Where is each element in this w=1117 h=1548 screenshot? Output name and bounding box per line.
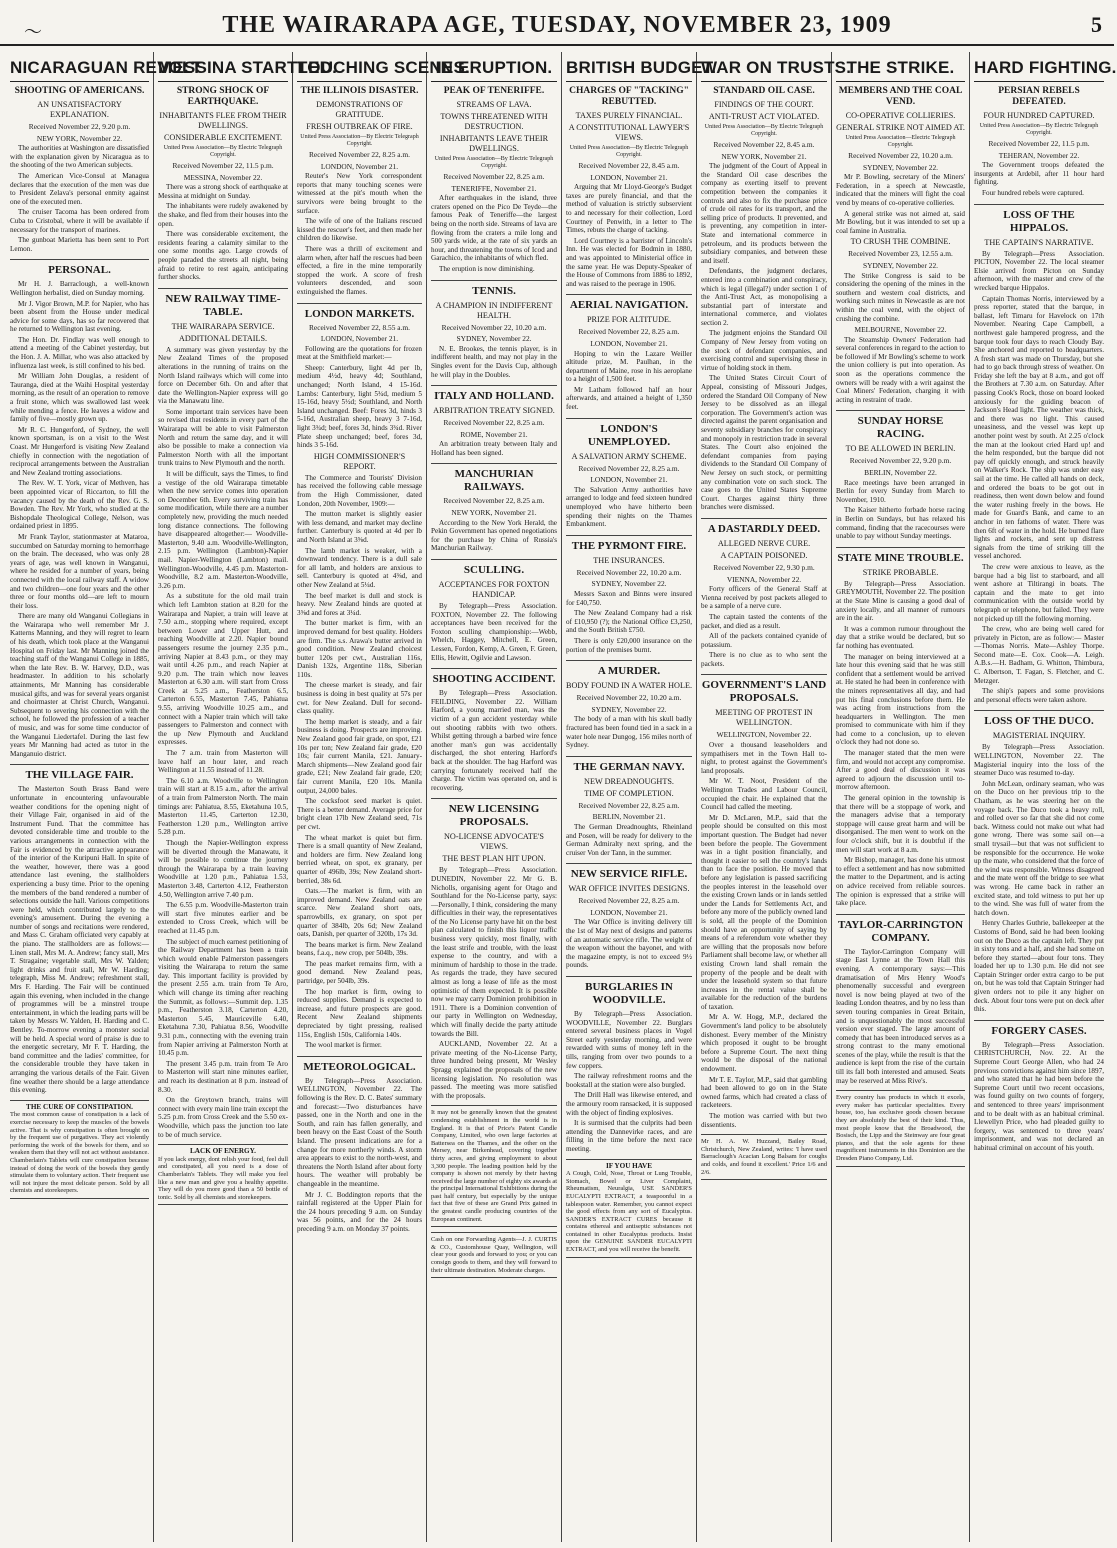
dateline: Received November 22, 9.30 p.m. xyxy=(713,562,815,572)
advertisement xyxy=(566,1159,692,1258)
article-paragraph: By Telegraph—Press Association. GREYMOUTH, November 22. The position at the State Mine is causing a good deal of anxiety locally, and all manner of rumours are in the air. xyxy=(836,579,965,623)
dateline: Received November 22, 8.25 a.m. xyxy=(578,896,680,906)
column-6 xyxy=(697,52,852,1542)
dateline: Received November 23, 12.55 a.m. xyxy=(848,249,953,259)
dateline: TENERIFFE, November 21. xyxy=(451,183,537,193)
dateline: WELLINGTON, November 22. xyxy=(716,730,812,740)
subheading: A CAPTAIN POISONED. xyxy=(720,550,808,560)
dateline: VIENNA, November 22. xyxy=(726,574,802,584)
dateline: Received November 22, 10.20 a.m. xyxy=(576,567,682,577)
article-paragraph: The 7 a.m. train from Masterton will leave half an hour later, and reach Wellington at 11.55 instead of 11.28. xyxy=(158,749,288,775)
dateline: Received November 22, 8.25 a.m. xyxy=(309,150,410,159)
wire-credit: United Press Association—Electric Telegraph Copyright. xyxy=(845,135,956,148)
article-paragraph: The butter market is firm, with an improved demand for best quality. Holders are firm. The s.s. Arawa's butter arrived in good condition. New Zealand choicest butter 120s per cwt., Australian 116s, Danish 132s, Argentine 118s, Siberian 110s. xyxy=(297,619,422,679)
page-number: 5 xyxy=(1091,12,1102,37)
article-paragraph: The general opinion in the township is that there will be a stoppage of work, and the managers advise that a temporary stoppage will cause great harm and will be disorganised. The men went to work on the four o'clock shift, but it is doubtful if the men will start work at 8 a.m. xyxy=(836,794,965,854)
article-paragraph: N. E. Brookes, the tennis player, is in indifferent health, and may not play in the Singles event for the Davis Cup, although he will play in the Doubles. xyxy=(431,344,557,379)
article-paragraph: Sheep: Canterbury, light 4d per lb, medium 4½d, heavy 4d; Southland, unchanged; North Island, 4 15-16d. Lambs: Canterbury, light 5¾d, medium 5 15-16d, heavy 5½d; Southland, and North Island unchanged. Beef: Fores 3d, hinds 3 5-16d, Australian sheep, heavy 3 7-16d, light 3¾d; beef, fores 3d, hinds 3¾d. River Plate sheep unchanged; beef, fores 3d, hinds 3 5-16d. xyxy=(297,363,422,450)
wire-credit: United Press Association—By Electric Telegraph Copyright. xyxy=(300,134,419,147)
column-8 xyxy=(970,52,1117,1542)
article-paragraph: Mr A. W. Hogg, M.P., declared the Government's land policy to be absolutely dishonest. Every member of the Ministry which proposed it ought to be brought before a Supreme Court. The next thing would be the disposal of the national endowment. xyxy=(701,1013,827,1074)
article-paragraph: Over a thousand leaseholders and sympathisers met in the Town Hall to-night, to protest against the Government's land proposals. xyxy=(701,741,827,775)
wire-credit: United Press Association—By Electric Telegraph Copyright. xyxy=(704,124,824,137)
dateline: LONDON, November 21. xyxy=(590,172,668,182)
advertisement-text: Cash on one Forwarding Agents—J. J. CURTIS & CO., Customhouse Quay, Wellington, will clear your goods and forward to you; or you can consign goods to them, and they will forward to their ultimate destination. Moderate charges. xyxy=(431,1236,557,1274)
article-paragraph: After earthquakes in the island, three craters opened on the Pico De Teyde—the famous Peak of Teneriffe—the largest being on the north side. Streams of lava are flowing from the craters a mile long and 500 yards wide, at the rate of six yards an hour, and threatening the towns of Icod and Garachico, the inhabitants of which fled. xyxy=(431,194,557,263)
dateline: BERLIN, November 22. xyxy=(864,468,937,478)
subheading: AN UNSATISFACTORY EXPLANATION. xyxy=(37,100,122,119)
section-heading: LOSS OF THE HIPPALOS. xyxy=(974,204,1104,235)
article-paragraph: The wife of one of the Italians rescued kissed the rescuer's feet, and then made her children do likewise. xyxy=(297,217,422,243)
article-paragraph: The Kaiser hitherto forbade horse racing in Berlin on Sundays, but has relaxed his command, finding that the racecourses were unable to pay without Sunday meetings. xyxy=(836,506,965,541)
article-paragraph: The judgment enjoins the Standard Oil Company of New Jersey from voting on the stock of defendant companies, and exercising control and supervising these in virtue of holding stock in them. xyxy=(701,329,827,372)
article-paragraph: Messrs Saxon and Binns were insured for £40,750. xyxy=(566,590,692,607)
article-paragraph: The wool market is firmer. xyxy=(305,1041,382,1050)
subheading: ADDITIONAL DETAILS. xyxy=(178,333,268,343)
article-paragraph: The eruption is now diminishing. xyxy=(439,264,535,273)
article-paragraph: Mr Frank Taylor, stationmaster at Mataroa, succumbed on Saturday morning to hemorrhage on the brain. The deceased, who was only 28 years of age, was well known in Wanganui, where he resided for a number of years, being connected with the local railway staff. A widow and two children—one four years and the other three or four months old—are left to mourn their loss. xyxy=(10,532,149,610)
section-heading: NEW LICENSING PROPOSALS. xyxy=(431,798,557,829)
dateline: Received November 22, 8.25 a.m. xyxy=(578,463,680,473)
advertisement xyxy=(431,1232,557,1278)
article-paragraph: By Telegraph—Press Association. FOXTON, November 22. The following acceptances have been received for the Foxton sculling championship:—Webb, Whelch, Haggey, Mitchell, E. Green, Lessen, Fordon, Kemp, A. Green, F. Green, Ellis, Hewitt, Ogilvie and Lawson. xyxy=(431,602,557,662)
subheading: TO BE ALLOWED IN BERLIN. xyxy=(845,444,956,454)
article-paragraph: Lord Courtney is a barrister of Lincoln's Inn. He was elected for Bodmin in 1880, and was appointed to Ministerial office in the same year. He was Deputy-Speaker of the House of Commons from 1886 to 1892, and was raised to the peerage in 1906. xyxy=(566,236,692,288)
dateline: Received November 22, 8.25 a.m. xyxy=(578,327,680,337)
newspaper-title: THE WAIRARAPA AGE, TUESDAY, NOVEMBER 23, 1909 xyxy=(222,12,892,38)
article-paragraph: The Rev. W. T. York, vicar of Methven, has been appointed vicar of Riccarton, to fill the vacancy caused by the death of the Rev. G. S. Bowden. The Rev. Mr York, who studied at the Bishopdale Theological College, Nelson, was ordained priest in 1895. xyxy=(10,479,149,531)
article-paragraph: The present 3.45 p.m. train from Te Aro to Masterton will start nine minutes earlier, and reach its destination at 8 p.m. instead of 8.30. xyxy=(158,1059,288,1094)
advertisement-text: Every country has products in which it excels, every maker has particular specialities. Every house, too, has exclusive goods chosen because they are absolutely the best of their kind. Thus, most people know that the Broadwood, the Bosisch, the Lipp and the Steinway are four great pianos, and that the sole agents for these magnificent instruments in this Dominion are the Dresden Piano Company, Ltd. xyxy=(836,1094,965,1162)
advertisement xyxy=(836,1090,965,1166)
headline: TOUCHING SCENES. xyxy=(297,52,422,82)
article-paragraph: The Salvation Army authorities have arranged to lodge and feed sixteen hundred unemployed who have hitherto been spending their nights on the Thames Embankment. xyxy=(566,485,692,529)
subheading: ALLEGED NERVE CURE. xyxy=(717,538,811,548)
dateline: Received November 22, 8.25 a.m. xyxy=(443,418,545,428)
section-heading: TAYLOR-CARRINGTON COMPANY. xyxy=(836,914,965,945)
subheading: TAXES PURELY FINANCIAL. xyxy=(575,111,683,120)
dateline: Received November 22, 10.20 a.m. xyxy=(441,322,547,332)
subheading: MEMBERS AND THE COAL VEND. xyxy=(838,86,963,107)
dateline: LONDON, November 21. xyxy=(590,475,668,485)
subheading: INHABITANTS FLEE FROM THEIR DWELLINGS. xyxy=(159,111,287,130)
article-paragraph: Race meetings have been arranged in Berlin for every Sunday from March to November, 1910. xyxy=(836,478,965,504)
section-heading: LONDON MARKETS. xyxy=(297,303,422,321)
column-3 xyxy=(293,52,470,1542)
article-paragraph: The authorities at Washington are dissatisfied with the explanation given by Nicaragua as to the shooting of the two American subjects. xyxy=(10,144,149,170)
section-heading: METEOROLOGICAL. xyxy=(297,1056,422,1074)
article-paragraph: Hoping to win the Lazare Weiller altitude prize, M. Paulhan, in the department of Maine, rose in his aeroplane to a height of 1,500 feet. xyxy=(566,349,692,384)
article-paragraph: The inhabitants were rudely awakened by the shake, and fled from their houses into the open. xyxy=(158,202,288,228)
article-paragraph: Mr T. E. Taylor, M.P., said that gambling had been allowed to go on in the State owned farms, which had created a class of racketeers. xyxy=(701,1075,827,1110)
subheading: NEW DREADNOUGHTS. xyxy=(584,776,674,786)
article-paragraph: The judgment of the Court of Appeal in the Standard Oil case describes the company as exerting itself to prevent competition between the companies it controls and also to fix the purchase price of crude oil rates for its transport, and the selling price of products. It prevented, and is preventing, any competition in inter-State and international commerce in petroleum, and its products between the subsidiary companies, and between these and itself. xyxy=(701,162,827,265)
subheading: FOUR HUNDRED CAPTURED. xyxy=(983,111,1095,120)
subheading: A CHAMPION IN INDIFFERENT HEALTH. xyxy=(435,300,553,320)
article-paragraph: By Telegraph—Press Association. FEILDING, November 22. William Harford, a young married man, was the victim of a gun accident yesterday while out shooting rabbits with two others. Whilst getting through a barbed wire fence another man's gun was accidentally discharged, the shot entering Harford's back at the shoulder. The hag Harford was carrying fortunately received half the charge. The victim was operated on, and is recovering. xyxy=(431,689,557,792)
section-heading: AERIAL NAVIGATION. xyxy=(566,294,692,312)
article-paragraph: It is surmised that the culprits had been attending the Dannevirke races, and are filling in the time before the next race meeting. xyxy=(566,1119,692,1153)
subheading: MAGISTERIAL INQUIRY. xyxy=(992,731,1086,741)
subheading: MEETING OF PROTEST IN WELLINGTON. xyxy=(715,708,813,728)
advertisement-text: It may not be generally known that the greatest condensing establishment in the world is in England. It is that of Price's Patent Candle Company, Limited, who own large factories at Battersea on the Thames, and the other on the Mersey, near Birkenhead, covering together thirty acres, and giving employment to about 3,300 people. The leading position held by the company is shown not merely by their having received the large number of eighty six awards at the principal International Exhibitions during the past half century, but especially by the unique fact that five of these are Grand Prix gained in the greatest candle producing countries of the European continent. xyxy=(431,1109,557,1223)
subheading: FINDINGS OF THE COURT. xyxy=(714,100,814,109)
column-7 xyxy=(832,52,970,1542)
dateline: Received November 22, 11.5 p.m. xyxy=(988,139,1090,148)
article-paragraph: Mr William John Douglas, a resident of Tauranga, died at the Waihi Hospital yesterday morning, as the result of an operation to remove a fruit stone, which was swallowed last week while mending a fence. He leaves a widow and family of five—mostly grown up. xyxy=(10,372,149,424)
dateline: Received November 22, 9.20 p.m. xyxy=(28,122,131,131)
article-paragraph: The manager on being interviewed at a late hour this evening said that he was still confident that a settlement would be arrived at. He stated he had been in conference with the miners representatives all day, and had put his final conclusions before them. He was acting from instructions from the headquarters in Wellington. The men promised to communicate with him if they had come to a conclusion, up to eleven o'clock they had not done so. xyxy=(836,652,965,747)
article-paragraph: Some important train services have been so revised that residents in every part of the Wairarapa will be able to visit Palmerston North and return the same day, and it will also be possible to make a connection via Palmerston North with all the important trunk trains to New Plymouth and the north. xyxy=(158,407,288,468)
article-paragraph: Mr D. McLaren, M.P., said that the people should be consulted on this most important question. The Budget had never been before the people. The Government was in a tight position financially, and thought it easier to sell the country's lands than to face the position. He moved that before any legislation is passed sacrificing the peoples interest in the leasehold over the existing Crown lands or in lands settled under the Lands for Settlements Act, and before any more of the publicly owned land is sold, all the people of the Dominion should have an opportunity of saying by means of a referendum vote whether they are willing that the proposals now before Parliament shall become law, or whether all existing Crown land shall remain the property of the people and be dealt with under the leasehold system so that future increases in the rental value shall be available for the reduction of the burdens of taxation. xyxy=(701,813,827,1011)
section-heading: GOVERNMENT'S LAND PROPOSALS. xyxy=(701,674,827,705)
article-paragraph: A summary was given yesterday by the New Zealand Times of the proposed alterations in the running of trains on the North Island railways which will come into force on December 6th. On and after that date the Wellington-Napier express will go via the Manawatu line. xyxy=(158,345,288,406)
masthead xyxy=(0,0,1114,46)
article-paragraph: There was considerable excitement, the residents fearing a calamity similar to the one some months ago. Large crowds of people paraded the streets all night, being afraid to retire to rest again, anticipating further shocks. xyxy=(158,230,288,282)
dateline: Received November 22, 8.25 a.m. xyxy=(443,496,545,506)
wire-credit: United Press Association—By Electric Telegraph Copyright. xyxy=(434,156,554,169)
article-paragraph: A general strike was not aimed at, said Mr Bowling, but it was intended to set up a coal famine in Australia. xyxy=(836,209,965,235)
column-2 xyxy=(154,52,338,1542)
subheading: STREAMS OF LAVA. xyxy=(456,100,532,109)
article-paragraph: The Government troops defeated the insurgents at Ardebil, after 11 hour hard fighting. xyxy=(974,161,1104,187)
dateline: LONDON, November 21. xyxy=(590,907,668,917)
article-paragraph: The crew were anxious to leave, as the barque had a big list to starboard, and all went ashore at Tiltirangi in boats. The captain and the mate to get into communication with the outside world by telegraph or telephone, but failed. They were not picked up till the following morning. xyxy=(974,562,1104,623)
dateline: Received November 22, 8.25 a.m. xyxy=(578,800,680,810)
dateline: SYDNEY, November 22. xyxy=(863,260,938,270)
subheading: CONSIDERABLE EXCITEMENT. xyxy=(163,133,283,142)
article-paragraph: Mr W. T. Noot, President of the Wellington Trades and Labour Council, occupied the chair. He explained that the Council had called the meeting. xyxy=(701,777,827,812)
article-paragraph: The mutton market is slightly easier with less demand, and market may decline further. Canterbury is quoted at 4d per lb and North Island at 3⅝d. xyxy=(297,510,422,544)
article-paragraph: The Hon. Dr. Findlay was well enough to attend a meeting of the Cabinet yesterday, but the Hon. J. A. Millar, who was also attacked by influenza last week, is still confined to his bed. xyxy=(10,335,149,370)
subheading: INHABITANTS LEAVE THEIR DWELLINGS. xyxy=(439,134,549,153)
margin-mark: 〜 xyxy=(24,22,42,42)
subheading: ANTI-TRUST ACT VIOLATED. xyxy=(708,112,820,121)
section-heading: THE VILLAGE FAIR. xyxy=(10,764,149,782)
article-paragraph: The crew, who are being well cared for privately in Picton, are as follow:— Master—Thomas Norris. Mate—Ashley Thorpe. Second mate—E. Cox. Cook—A. Leigh. A.B.s.—H. Badham, G. Whitton, Thimbura, C. Albertson, T. Fagan, S. Fletcher, and C. Metzger. xyxy=(974,625,1104,685)
article-paragraph: The subject of much earnest petitioning of the Railway Department has been a train which would enable Palmerston passengers visiting the Wairarapa to return the same day. This important facility is provided by the present 2.55 a.m. train from Te Aro, which will change its timing after reaching the Summit, as follows:—Summit dep. 1.35 p.m., Featherston 3.18, Carterton 4.20, Masterton 5.45, Mauriceville 6.40, Eketahuna 7.30, Pahiatua 8.56, Woodville 9.31 p.m., connecting with the evening train from Napier arriving at Palmerston North at 10.45 p.m. xyxy=(158,937,288,1058)
advertisement-heading: THE CURE OF CONSTIPATION. xyxy=(26,1102,133,1111)
wire-credit: United Press Association—By Electric Telegraph Copyright. xyxy=(569,145,689,158)
dateline: BERLIN, November 21. xyxy=(592,812,666,822)
article-paragraph: By Telegraph—Press Association. WOODVILLE, November 22. Burglars entered several business places in Vogel Street early yesterday morning, and were rewarded with sums of money left in the tills, ranging from over two pounds to a few coppers. xyxy=(566,1010,692,1070)
headline: IN ERUPTION. xyxy=(431,52,557,82)
article-paragraph: There is only £20,000 insurance on the portion of the premises burnt. xyxy=(566,636,692,654)
subheading: CO-OPERATIVE COLLIERIES. xyxy=(845,111,956,120)
article-paragraph: The gunboat Marietta has been sent to Port Lemon. xyxy=(10,236,149,253)
article-paragraph: The body of a man with his skull badly fractured has been found tied in a sack in a water hole near Dungog, 156 miles north of Sydney. xyxy=(566,715,692,750)
dateline: LONDON, November 21. xyxy=(590,338,668,348)
article-paragraph: By Telegraph—Press Association. CHRISTCHURCH, Nov. 22. At the Supreme Court George Allen, who had 24 previous convictions against him since 1897, and who stated that he had been before the Supreme Court until two recent occasions, was found guilty on two counts of forgery, and sentenced to three years' imprisonment and to be dealt with as an habitual criminal. Llewellyn Price, who had pleaded guilty to forgery, was sentenced to three years' imprisonment, and was not declared an habitual criminal on account of his youth. xyxy=(974,1040,1104,1152)
headline: NICARAGUAN REVOLT xyxy=(10,52,149,82)
article-paragraph: The 6.55 p.m. Woodville-Masterton train will start five minutes earlier and be extended to Cross Creek, which will be reached at 11.45 p.m. xyxy=(158,901,288,935)
dateline: NEW YORK, November 21. xyxy=(721,151,807,161)
article-paragraph: By Telegraph—Press Association. DUNEDIN, November 22. Mr G. B. Nicholls, organising agent for Otago and Southland for the No-License party, says:—Personally, I think, considering the many difficulties in their way, the representatives of the No License party have hit on the best plan calculated to finish this liquor traffic business very quickly, most finally, with the least strife and trouble, with the least expense to the country, and with a minimum of hardship to those in the trade. As regards the trade, they have secured almost as long a lease of life as the most optimistic of them expected. It is possible now we may carry Dominion prohibition in 1911. There is a Dominion convention of our party in Wellington on Wednesday, which will finally decide the party attitude towards the Bill. xyxy=(431,866,557,1038)
subheading: TO CRUSH THE COMBINE. xyxy=(850,237,951,247)
headline: THE STRIKE. xyxy=(836,52,965,82)
subheading: TOWNS THREATENED WITH DESTRUCTION. xyxy=(440,112,548,131)
subheading: STRONG SHOCK OF EARTHQUAKE. xyxy=(176,86,270,107)
article-paragraph: The captain tasted the contents of the packet, and died as a result. xyxy=(701,612,827,630)
article-paragraph: Reuter's New York correspondent reports that many touching scenes were witnessed at the pit's mouth when the survivors were being brought to the surface. xyxy=(297,172,422,215)
article-paragraph: Mr Latham followed half an hour afterwards, and attained a height of 1,350 feet. xyxy=(566,385,692,412)
article-paragraph: There are many old Wanganui Collegians in the Wairarapa who well remember Mr J. Katterns Manning, and they will regret to learn of his death, which took place at the Wanganui Hospital on Friday last. Mr Manning joined the teaching staff of the Wanganui College in 1885, when the late Rev. B. W. Harvey, D.D., was headmaster. In addition to his scholarly attainments, Mr Manning has considerable musical gifts, and was for several years organist and choirmaster at Christ Church, Wanganui. Subsequent to severing his connection with the school, he followed the profession of a teacher of music, and was for some time conductor of the Wanganui Liedertafel. During the last few years Mr Manning had acted as tutor in the Manganuio district. xyxy=(10,612,149,758)
article-paragraph: Mr J. C. Boddington reports that the rainfall registered at the Upper Plain for the 24 hours preceding 9 a.m. on Sunday was 56 points, and for the 24 hours preceding 9 a.m. on Monday 37 points. xyxy=(297,1190,422,1233)
advertisement xyxy=(158,1144,288,1205)
subheading: BODY FOUND IN A WATER HOLE. xyxy=(566,681,692,691)
article-paragraph: Henry Charles Guthrie, ballekeeper at the Customs of Bond, said he had been looking out on the Duco as the captain left. They put in sixty tons and a half, and she had some on before they started—about four tons. They loaded her up to 1.30 p.m. He did not see Captain Stringer order extra cargo to be put on, but he was told that Captain Stringer had given orders not to pile it any higher on deck. About four tons were put on deck after this. xyxy=(974,919,1104,1014)
subheading: PERSIAN REBELS DEFEATED. xyxy=(998,86,1080,107)
section-heading: ITALY AND HOLLAND. xyxy=(431,385,557,403)
article-paragraph: Defendants, the judgment declares, entered into a combination and conspiracy, which is legal (illegal?) under section 1 of the Anti-Trust Act, as monopolising a substantial part of interstate and international commerce, and violates section 2. xyxy=(701,267,827,327)
article-paragraph: Arguing that Mr Lloyd-George's Budget taxes are purely financial, and that the method of valuation is strictly subservient to and necessary for their collection, Lord Courtney of Penwith, in a letter to The Times, rebuts the charge of tacking. xyxy=(566,183,692,235)
article-paragraph: It was a common rumour throughout the day that a strike would be declared, but so far nothing has eventuated. xyxy=(836,624,965,650)
subheading: NO-LICENSE ADVOCATE'S VIEWS. xyxy=(444,832,544,852)
article-paragraph: An arbitration treaty between Italy and Holland has been signed. xyxy=(431,440,557,457)
subheading: SHOOTING OF AMERICANS. xyxy=(14,86,145,96)
article-paragraph: The wheat market is quiet but firm. There is a small quantity of New Zealand, and holders are firm. New Zealand long berried wheat, on spot, ex granary, per quarter of 496lb, 39s; New Zealand short-berried, 38s 6d. xyxy=(297,833,422,885)
section-heading: A MURDER. xyxy=(566,660,692,678)
subheading: WAR OFFICE INVITES DESIGNS. xyxy=(568,884,690,894)
subheading: THE ILLINOIS DISASTER. xyxy=(300,86,419,96)
article-paragraph: The manager stated that the men were firm, and would not accept any compromise. After a good deal of discussion it was agreed to adjourn the discussion until to-morrow afternoon. xyxy=(836,749,965,792)
dateline: SYDNEY, November 22. xyxy=(863,162,938,172)
article-paragraph: The cocksfoot seed market is quiet. There is a better demand. Average price for bright clean 17lb New Zealand seed, 71s per cwt. xyxy=(297,797,422,831)
article-paragraph: It will be difficult, says the Times, to find a vestige of the old Wairarapa timetable when the new service comes into operation on December 6th. Every surviving train has some modification, while there are a number completely new, providing the much needed long distance connections. The following have disappeared altogether:— Woodville-Masterton, 9.40 a.m. Woodville-Wellington, 2.15 p.m. Wellington (Lambton)-Napier mail. Napier-Wellington (Lambton) mail. Wellington-Woodville, 4.45 p.m. Masterton-Woodville, 8.2 a.m. Masterton-Woodville, 3.26 p.m. xyxy=(158,470,288,590)
subheading: A CONSTITUTIONAL LAWYER'S VIEWS. xyxy=(568,123,690,142)
article-paragraph: The beef market is dull and stock is heavy. New Zealand hinds are quoted at 3⅝d and fores at 3¼d. xyxy=(297,591,422,617)
column-1 xyxy=(6,52,202,1542)
article-paragraph: The Commerce and Tourists' Division has received the following cable message from the High Commissioner, dated London, 20th November, 1909:— xyxy=(297,473,422,508)
dateline: TEHERAN, November 22. xyxy=(998,150,1080,160)
column-5 xyxy=(562,52,717,1542)
subheading: A SALVATION ARMY SCHEME. xyxy=(571,451,687,461)
dateline: LONDON, November 21. xyxy=(320,161,399,171)
section-heading: PERSONAL. xyxy=(10,259,149,277)
section-heading: MANCHURIAN RAILWAYS. xyxy=(431,463,557,494)
headline: MESSINA STARTLED. xyxy=(158,52,288,82)
dateline: SYDNEY, November 22. xyxy=(456,334,532,344)
section-heading: LONDON'S UNEMPLOYED. xyxy=(566,418,692,449)
section-heading: NEW SERVICE RIFLE. xyxy=(566,863,692,881)
subheading: HIGH COMMISSIONER'S REPORT. xyxy=(313,451,406,471)
dateline: Received November 22, 8.55 a.m. xyxy=(309,322,410,332)
subheading: DEMONSTRATIONS OF GRATITUDE. xyxy=(316,100,403,119)
article-paragraph: The cheese market is steady, and fair business is doing in best quality at 57s per cwt. for New Zealand. Dull for second-class quality. xyxy=(297,681,422,716)
article-paragraph: As a substitute for the old mail train which left Lambton station at 8.20 for the Wairarapa and Napier, a train will leave at 7.50 a.m., stopping where required, except between Lower and Upper Hutt, and reaching Woodville at 2.20. Napier bound passengers resume the journey 2.35 p.m., arriving Napier at 8.43 p.m., or they may wait until 4.26 p.m., and reach Napier at 9.20 p.m. The train which now leaves Masterton at 6.30 a.m. will start from Cross Creek at 5.25 a.m., Featherston 6.5, Carterton 6.55, Masterton 7.45, Pahiatua 9.55, arriving Woodville 10.25 a.m., and connect with a Napier train which will take passengers to Palmerston and connect with the up New Plymouth and Auckland expresses. xyxy=(158,592,288,747)
dateline: Received November 22, 10.20 a.m. xyxy=(576,693,682,703)
article-paragraph: The American Vice-Consul at Managua declares that the execution of the men was due to President Zelava's personal enmity against one of the executed men. xyxy=(10,171,149,206)
subheading: STANDARD OIL CASE. xyxy=(713,86,815,96)
subheading: TIME OF COMPLETION. xyxy=(584,788,674,798)
article-paragraph: The beans market is firm. New Zealand beans, f.a.q., new crop, per 504lb, 39s. xyxy=(297,940,422,958)
section-heading: NEW RAILWAY TIME-TABLE. xyxy=(158,288,288,319)
dateline: Received November 22, 8.25 a.m. xyxy=(443,172,545,181)
section-heading: SCULLING. xyxy=(431,559,557,577)
subheading: ARBITRATION TREATY SIGNED. xyxy=(433,406,555,416)
subheading: PEAK OF TENERIFFE. xyxy=(443,86,545,96)
article-paragraph: The hop market is firm, owing to reduced supplies. Demand is expected to increase, and future prospects are good. Recent New Zealand shipments depreciated by tight pressing, realised 115s, English 150s, California 140s. xyxy=(297,987,422,1039)
subheading: THE CAPTAIN'S NARRATIVE. xyxy=(984,237,1094,247)
subheading: STRIKE PROBABLE. xyxy=(862,567,939,577)
article-paragraph: All of the packets contained cyanide of potassium. xyxy=(701,632,827,649)
subheading: CHARGES OF "TACKING" REBUTTED. xyxy=(569,86,689,107)
dateline: Received November 22, 10.20 a.m. xyxy=(848,151,953,160)
article-paragraph: The United States Circuit Court of Appeal, consisting of Missouri Judges, ordered the Standard Oil Company of New Jersey to be dissolved as an illegal corporation. The Government's action was directed against the parent organisation and seventy subsidiary branches for conspiracy and monopoly in restriction trade in several States. The Court also enjoined the defendant companies from paying dividends to the Standard Oil Company of New Jersey on such stock, or permitting any combination vote on such stock. The case goes to the United States Supreme Court. Charges against thirty three branches were dismissed. xyxy=(701,374,827,512)
dateline: NEW YORK, November 21. xyxy=(451,508,537,518)
advertisement xyxy=(10,1100,149,1199)
advertisement-text: If you lack energy, dont relish your food, feel dull and constipated, all you need is a dose of Chamberlain's Tablets. They will make you feel like a new man and give you a healthy appetite. They will do you more good than a 50 bottle of tonic. Sold by all chemists and storekeepers. xyxy=(158,1155,288,1201)
headline: HARD FIGHTING. xyxy=(974,52,1104,82)
section-heading: SUNDAY HORSE RACING. xyxy=(836,410,965,441)
article-paragraph: There was a strong shock of earthquake at Messina at midnight on Sunday. xyxy=(158,183,288,200)
article-paragraph: The railway refreshment rooms and the bookstall at the station were also burgled. xyxy=(566,1072,692,1089)
article-paragraph: The ship's papers and some provisions and personal effects were taken ashore. xyxy=(974,687,1104,704)
dateline: ROME, November 21. xyxy=(460,429,528,439)
article-paragraph: The lamb market is weaker, with a downward tendency. There is a dull sale for all lamb, and holders are anxious to sell. Canterbury is quoted at 4⅜d, and other New Zealand at 5¼d. xyxy=(297,546,422,589)
article-paragraph: According to the New York Herald, the Pekin Government has opened negotiations for the purchase by China of Russia's Manchurian Railway. xyxy=(431,518,557,553)
article-paragraph: The peas market remains firm, with a good demand. New Zealand peas, partridge, per 504lb, 39s. xyxy=(297,959,422,986)
advertisement-heading: LACK OF ENERGY. xyxy=(190,1147,256,1156)
section-heading: A DASTARDLY DEED. xyxy=(701,518,827,536)
section-heading: THE GERMAN NAVY. xyxy=(566,756,692,774)
newspaper-page xyxy=(6,52,1117,1542)
article-paragraph: The War Office is inviting delivery till the 1st of May next of designs and patterns of an automatic service rifle. The weight of the weapon without the bayonet, and with the magazine empty, is not to exceed 9½ pounds. xyxy=(566,918,692,970)
column-4 xyxy=(427,52,562,1542)
article-paragraph: Captain Thomas Norris, interviewed by a press reporter, stated that the barque, in ballast, left Timaru for Havelock on 17th November. Nearing Cape Campbell, a northwest gale hampered progress, and the barque took four days to reach Cloudy Bay. She anchored and reported to headquarters. A fresh start was made on Thursday, but she had to go back through stress of weather. On Friday she left the bay at 8 a.m., and got off the Brothers at 7.30 a.m. on Saturday. After passing Cook's Rock, those on board looked anxiously for the guiding beacon of Jackson's Head light. The weather was thick, and there was no light. This caused uneasiness, and the vessel was kept up another point west by south. At 2.25 o'clock the man at the lookout cried Hard up! and the helm responded, but the barque did not pay off quickly enough, and struck heavily on Walker's Rock. The ship was under easy sail at the time. He called all hands on deck, and ordered the boats to be got out in readiness, then went down below and found the water rushing freely in the bows. He made for Guard's Bank, and came to an anchor in ten fathoms of water. There was then 6ft of water in the hold. He burned flare lights and rockets, and sent up distress signals from the time of striking till the vessel anchored. xyxy=(974,294,1104,561)
dateline: Received November 22, 9.20 p.m. xyxy=(849,456,952,466)
advertisement xyxy=(701,1134,827,1180)
wire-credit: United Press Association—By Electric Telegraph Copyright. xyxy=(163,145,283,158)
section-heading: THE PYRMONT FIRE. xyxy=(566,535,692,553)
article-paragraph: By Telegraph—Press Association. WELLINGTON, November 22. The Magisterial inquiry into the loss of the steamer Duco was resumed to-day. xyxy=(974,743,1104,778)
section-heading: SHOOTING ACCIDENT. xyxy=(431,668,557,686)
article-paragraph: Mr H. J. Barraclough, a well-known Wellington herbalist, died on Sunday morning. xyxy=(10,280,149,297)
advertisement xyxy=(431,1105,557,1227)
advertisement-text: A Cough, Cold, Nose, Throat or Lung Trouble, Stomach, Bowel or Liver Complaint, Rheumatism, Neuralgia, USE SANDER'S EUCALYPTI EXTRACT, a teaspoonful in a tablespoon water. Remember, you cannot expect the good effects from any sort of Eucalyptus. SANDER'S EXTRACT CURES because it contains ethereal and antiseptic substances not contained in other Eucalyptus products. Insist upon the GENUINE SANDER EUCALYPTI EXTRACT, and you will receive the benefit. xyxy=(566,1170,692,1254)
subheading: THE BEST PLAN HIT UPON. xyxy=(442,854,546,864)
dateline: SYDNEY, November 22. xyxy=(591,704,667,714)
dateline: LONDON, November 21. xyxy=(320,334,399,344)
article-paragraph: AUCKLAND, November 22. At a private meeting of the No-License Party, three hundred being present, Mr Wesley Spragg explained the proposals of the new licensing legislation. No resolution was passed. The meeting was more satisfied with the proposals. xyxy=(431,1040,557,1100)
headline: BRITISH BUDGET. xyxy=(566,52,692,82)
dateline: Received November 22, 8.45 a.m. xyxy=(578,161,680,170)
article-paragraph: The motion was carried with but two dissentients. xyxy=(701,1112,827,1129)
article-paragraph: The New Zealand Company had a risk of £10,950 (?); the National Office £3,250, and the South British £750. xyxy=(566,609,692,635)
article-paragraph: The German Dreadnoughts, Rheinland and Posen, will be ready for delivery to the German Admiralty next spring, and the cruiser Von der Tann, in the summer. xyxy=(566,822,692,857)
article-paragraph: The Taylor-Carrington Company will stage East Lynne at the Town Hall this evening. A contemporary says:—This dramatisation of Mrs Henry Wood's phenomenally successful and evergreen novel is now being played at two of the leading London theatres, and by no less than seven touring companies in Great Britain, and is unquestionably the most successful version ever staged. The large amount of comedy that has been introduced serves as a strong contrast to the many emotional scenes of the play, while the result is that the audience is kept from the rise of the curtain till its fall both interested and amused. Seats may be reserved at Miss Rive's. xyxy=(836,947,965,1085)
article-paragraph: Mr J. Vigor Brown, M.P. for Napier, who has been absent from the House under medical advice for some days, has so far recovered that he returned to Wellington last evening. xyxy=(10,299,149,334)
article-paragraph: Forty officers of the General Staff at Vienna received by post packets alleged to be a sample of a nerve cure. xyxy=(701,585,827,611)
article-paragraph: The Steamship Owners' Federation had several conferences in regard to the action to be followed if Mr Bowling's scheme to work the union colliery is put into operation. As soon as the operations commence the owners will be ready with a writ against the Coal Miners' Federation, charging it with acting in restraint of trade. xyxy=(836,335,965,404)
article-paragraph: John McLean, ordinary seaman, who was on the Duco on her previous trip to the Chatham, as he was steering her on the voyage back. The Duco took a heavy roll, and rolled over so far that she did not come back. Witness could not make out what had gone wrong. There was some sail on—a small trysail—but that was not sufficient to be responsible for the occurrence. He woke up the mate, who considered that the force of the wind was responsible. Witness disagreed and the mate went off the bridge to see what was wrong. He came back in rather an excited state, and told witness to put her up to the wind. She was full of water from the hatch down. xyxy=(974,779,1104,917)
article-paragraph: The Strike Congress is said to be considering the opening of the mines in the southern and western coal districts, and working such mines in Newcastle as are not within the coal vend, with the object of crushing the combine. xyxy=(836,271,965,323)
article-paragraph: The hemp market is steady, and a fair business is doing. Prospects are improving. New Zealand good fair grade, on spot, £21 10s per ton; New Zealand fair grade, £20 10s; fair current Manila, £21. January-March shipments—New Zealand good fair grade, £21; New Zealand fair grade, £20; fair current Manila, £20 10s. Manila output, 24,000 bales. xyxy=(297,717,422,795)
section-heading: LOSS OF THE DUCO. xyxy=(974,710,1104,728)
subheading: GENERAL STRIKE NOT AIMED AT. xyxy=(836,123,965,132)
subheading: FRESH OUTBREAK OF FIRE. xyxy=(306,122,413,131)
article-paragraph: The 6.10 a.m. Woodville to Wellington train will start at 8.15 a.m., after the arrival of a train from Palmerston North. The main timings are: Pahiatua, 8.55, Eketahuna 10.5, Masterton 11.45, Carterton 12.30, Featherston 1.20 p.m., Wellington arrive 5.28 p.m. xyxy=(158,776,288,837)
dateline: Received November 22, 11.5 p.m. xyxy=(172,161,274,170)
section-heading: BURGLARIES IN WOODVILLE. xyxy=(566,976,692,1007)
article-paragraph: Following are the quotations for frozen meat at the Smithfield market:— xyxy=(297,344,422,362)
subheading: PRIZE FOR ALTITUDE. xyxy=(586,315,672,325)
section-heading: FORGERY CASES. xyxy=(974,1020,1104,1038)
dateline: NEW YORK, November 22. xyxy=(36,133,123,143)
article-paragraph: Mr R. C. Hungerford, of Sydney, the well known sportsman, is on a visit to the West Coast. Mr Hungerford is visiting New Zealand chiefly in connection with the negotiation of reciprocal arrangements between the Australian and New Zealand trotting associations. xyxy=(10,425,149,477)
article-paragraph: The Masterton South Brass Band were unfortunate in encountering unfavourable weather conditions for the opening night of their Village Fair, organised in aid of the Instrument Fund. That the committee has devoted considerable time and trouble to the various arrangements in connection with the Fair is evidenced by the attractive appearance of the interior of the Kuripuni Hall. In spite of the weather, however, there was a good attendance last evening, the stallholders experiencing a busy time. Prior to the opening the members of the band rendered a number of selections outside the hall. Various competitions were held, which contributed largely to the evening's amusement. During the evening a number of songs and recitations were rendered, and Mass C. Graham officiated very capably at the piano. The stallholders are as follows:— Linen stall, Mrs M. A. Andrew; fancy stall, Mrs T. Stragaine; vegetable stall, Mrs W. Yalden; light drinks and fruit stall, Mr W. Harding; telegraph, Miss M. Andrew; refreshment stall, Mrs F. Harding. The Fair will be continued again this evening, when included in the change of programmes will be a minstrel troupe entertainment, in which the leading parts will be taken by Messrs W. Yalden, H. Harding and C. Bentley. To-morrow evening a monster social will be held. A special word of praise is due to the energetic secretary, Mr F. T. Harding, the band committee and the ladies' committee, for the considerable trouble they have taken in arranging the various details of the Fair. Given fine weather there should be a large attendance this evening. xyxy=(10,785,149,1095)
advertisement-text: Mr H. A. W. Huzzand, Bailey Road, Christchurch, New Zealand, writes: 'I have used Barraclough's Acacian Long Balsam for coughs and colds, and found it excellent.' Price 1/6 and 2/6. xyxy=(701,1138,827,1176)
dateline: SYDNEY, November 22. xyxy=(591,579,667,589)
article-paragraph: There is no clue as to who sent the packets. xyxy=(701,651,827,668)
article-paragraph: The cruiser Tacoma has been ordered from Cuba to Cristobal, where it will be available if necessary for the transport of marines. xyxy=(10,208,149,234)
article-paragraph: Though the Napier-Wellington express will be diverted through the Manawatu, it will be possible to continue the journey through the Wairarapa by a train leaving Woodville at 1.20 p.m., Pahiatua 1.53, Masterton 3.48, Carterton 4.12, Featherston 4.50, Wellington arrive 7.40 p.m. xyxy=(158,838,288,899)
section-heading: STATE MINE TROUBLE. xyxy=(836,547,965,565)
advertisement-text: The most common cause of constipation is a lack of exercise necessary to keep the muscles of the bowels active. That is why constipation is often brought on by the frequent use of purgatives. They act violently performing the work of the bowels for them, and so weaken them that they will not act without assistance. Chamberlain's Tablets will cure constipation because instead of doing the work of the bowels they gently stimulate them to voluntary action. Their frequent use will not injure the most delicate person. Sold by all chemists and storekeepers. xyxy=(10,1111,149,1195)
article-paragraph: Four hundred rebels were captured. xyxy=(982,188,1084,197)
article-paragraph: By Telegraph—Press Association. PICTON, November 22. The local steamer Elsie arrived from Picton on Sunday afternoon, with the master and crew of the wrecked barque Hippalos. xyxy=(974,249,1104,292)
article-paragraph: There was a thrill of excitement and alarm when, after half the rescues had been effected, a fire in the mine temporarily stopped the work. A score of fresh volunteers descended, and soon extinguished the flames. xyxy=(297,244,422,296)
headline: WAR ON TRUSTS. xyxy=(701,52,827,82)
article-paragraph: Oats.—The market is firm, with an improved demand. New Zealand oats are scarce. New Zealand short oats, sparrowbills, ex granary, on spot per quarter of 384lb, 20s 6d; New Zealand oats, Danish, per quarter of 320lb, 17s 3d. xyxy=(297,887,422,939)
dateline: MELBOURNE, November 22. xyxy=(854,325,947,335)
dateline: Received November 22, 8.45 a.m. xyxy=(713,140,815,149)
article-paragraph: Mr Bishop, manager, has done his utmost to effect a settlement and has now submitted the matter to the Department, and is acting on advice received from reliable sources. The opinion is expressed that a strike will take place. xyxy=(836,856,965,908)
section-heading: TENNIS. xyxy=(431,280,557,298)
article-paragraph: Mr P. Bowling, secretary of the Miners' Federation, in a speech at Newcastle, indicated that the miners will fight the coal vend by means of co-operative collieries. xyxy=(836,173,965,207)
advertisement-heading: IF YOU HAVE xyxy=(605,1161,653,1170)
dateline: MESSINA, November 22. xyxy=(183,172,263,182)
subheading: THE WAIRARAPA SERVICE. xyxy=(171,321,275,331)
subheading: THE INSURANCES. xyxy=(593,555,665,565)
wire-credit: United Press Association—By Electric Telegraph Copyright. xyxy=(979,123,1099,136)
subheading: ACCEPTANCES FOR FOXTON HANDICAP. xyxy=(438,580,550,600)
article-paragraph: The Drill Hall was likewise entered, and the armoury room ransacked, it is supposed with the object of finding explosives. xyxy=(566,1091,692,1117)
article-paragraph: By Telegraph—Press Association. WELLINGTON, November 22. The following is the Rev. D. C. Bates' summary and forecast:—Two disturbances have passed, one in the North and one in the South, and rain has fallen generally, and been heavy on the East Coast of the South Island. The present indications are for a change for more northerly winds. A storm area appears to exist to the north-west, and threatens the North Island after about forty hours. The weather will probably be changeable in the meantime. xyxy=(297,1076,422,1188)
article-paragraph: On the Greytown branch, trains will connect with every main line train except the 5.25 p.m. from Cross Creek and the 5.50 ex-Woodville, which pass the junction too late to be of much service. xyxy=(158,1096,288,1139)
